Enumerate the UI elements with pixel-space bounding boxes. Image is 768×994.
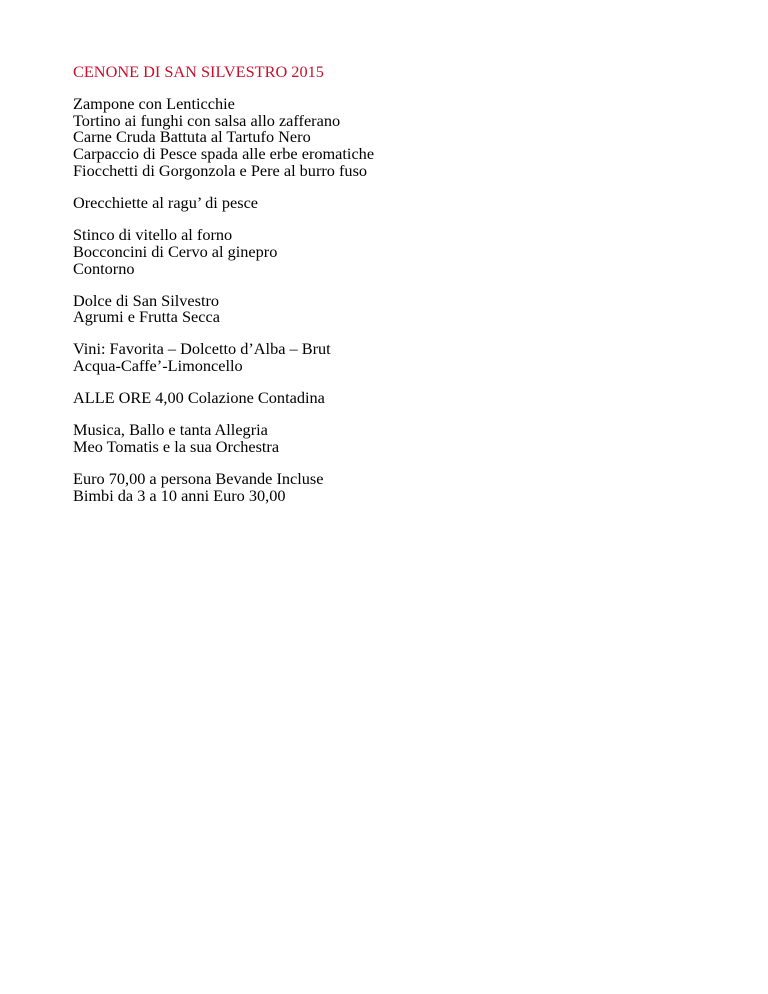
dolci-section bbox=[73, 290, 733, 327]
primo-section bbox=[73, 192, 733, 212]
menu-title: CENONE DI SAN SILVESTRO 2015 bbox=[73, 62, 324, 81]
menu-line: Dolce di San Silvestro bbox=[73, 290, 220, 310]
colazione-section bbox=[73, 390, 733, 407]
menu-line: Agrumi e Frutta Secca bbox=[73, 307, 220, 327]
menu-line: Fiocchetti di Gorgonzola e Pere al burro fuso bbox=[73, 160, 368, 180]
intrattenimento-section bbox=[73, 422, 733, 456]
menu-line: Carpaccio di Pesce spada alle erbe eromatiche bbox=[73, 144, 375, 164]
menu-line: Carne Cruda Battuta al Tartufo Nero bbox=[73, 127, 311, 147]
menu-document bbox=[73, 64, 733, 520]
menu-line: Bocconcini di Cervo al ginepro bbox=[73, 241, 278, 261]
secondi-section bbox=[73, 224, 733, 278]
bevande-section bbox=[73, 341, 733, 375]
menu-line: Contorno bbox=[73, 258, 135, 278]
menu-line: Musica, Ballo e tanta Allegria bbox=[73, 420, 268, 440]
menu-line: Stinco di vitello al forno bbox=[73, 224, 233, 244]
antipasti-section bbox=[73, 93, 733, 180]
menu-line: Euro 70,00 a persona Bevande Incluse bbox=[73, 468, 324, 488]
menu-line: Acqua-Caffe’-Limoncello bbox=[73, 356, 243, 376]
menu-line: ALLE ORE 4,00 Colazione Contadina bbox=[73, 388, 325, 408]
menu-line: Orecchiette al ragu’ di pesce bbox=[73, 192, 259, 212]
menu-line: Zampone con Lenticchie bbox=[73, 93, 235, 113]
prezzi-section bbox=[73, 468, 733, 505]
menu-line: Bimbi da 3 a 10 anni Euro 30,00 bbox=[73, 485, 286, 505]
menu-line: Tortino ai funghi con salsa allo zafferano bbox=[73, 110, 341, 130]
menu-line: Meo Tomatis e la sua Orchestra bbox=[73, 436, 280, 456]
menu-line: Vini: Favorita – Dolcetto d’Alba – Brut bbox=[73, 339, 331, 359]
